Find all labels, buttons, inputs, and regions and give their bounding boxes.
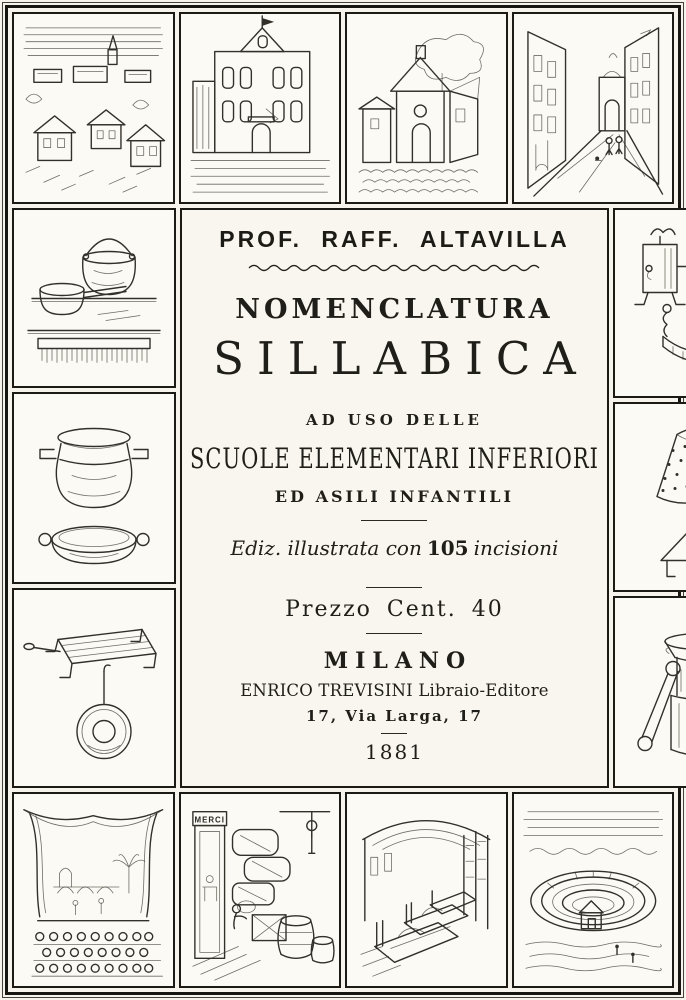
audience-line-2: ED ASILI INFANTILI <box>274 487 515 506</box>
engraving-theatre <box>12 792 175 988</box>
engraving-kettle-saucepan-brush <box>12 208 176 388</box>
mortar-pestle-illustration <box>615 598 686 786</box>
gridiron-frying-pan-illustration <box>14 590 174 786</box>
engraving-gridiron-frying-pan <box>12 588 176 788</box>
roasting-jack-bed-warmer-illustration <box>615 210 686 396</box>
left-engravings-column <box>12 208 176 788</box>
publisher-name: ENRICO TREVISINI Libraio-Editore <box>240 681 549 700</box>
price-line: Prezzo Cent. 40 <box>285 597 504 622</box>
right-engravings-column <box>613 208 686 788</box>
publication-year: 1881 <box>365 740 424 764</box>
city-panorama-illustration <box>14 14 173 202</box>
warehouse-sign-text: MERCI <box>194 815 225 825</box>
engraving-roasting-jack-bed-warmer <box>613 208 686 398</box>
town-street-illustration <box>514 14 673 202</box>
engraving-hospital-ward <box>345 792 508 988</box>
amphitheatre-illustration <box>514 794 673 986</box>
edition-number: 105 <box>426 536 469 560</box>
wavy-rule <box>248 262 540 272</box>
main-title: SILLABICA <box>213 332 589 385</box>
divider-rule <box>366 587 422 588</box>
divider-rule <box>366 633 422 634</box>
page-content <box>12 12 674 988</box>
middle-band <box>12 208 674 788</box>
engraving-amphitheatre <box>512 792 675 988</box>
divider-rule <box>381 733 407 734</box>
stockpot-oval-pan-illustration <box>14 394 174 582</box>
engraving-school-building <box>179 12 342 204</box>
school-building-illustration <box>181 14 340 202</box>
grater-trivet-illustration <box>615 404 686 590</box>
goods-warehouse-illustration <box>181 794 340 986</box>
engraving-country-cottage <box>345 12 508 204</box>
series-title: NOMENCLATURA <box>235 294 554 325</box>
publisher-city: MILANO <box>323 648 473 674</box>
edition-prefix: Ediz. illustrata con <box>230 536 422 560</box>
publisher-address: 17, Via Larga, 17 <box>305 707 483 725</box>
engraving-stockpot-oval-pan <box>12 392 176 584</box>
edition-line <box>230 536 558 560</box>
engraving-grater-trivet <box>613 402 686 592</box>
author-name: PROF. RAFF. ALTAVILLA <box>219 226 570 252</box>
audience-line-1: SCUOLE ELEMENTARI INFERIORI <box>190 443 599 475</box>
engraving-mortar-pestle <box>613 596 686 788</box>
hospital-ward-illustration <box>347 794 506 986</box>
kettle-saucepan-brush-illustration <box>14 210 174 386</box>
divider-rule <box>361 520 427 521</box>
engraving-city-panorama <box>12 12 175 204</box>
top-engravings-row <box>12 12 674 204</box>
engraving-goods-warehouse <box>179 792 342 988</box>
theatre-illustration <box>14 794 173 986</box>
bottom-engravings-row <box>12 792 674 988</box>
country-cottage-illustration <box>347 14 506 202</box>
engraving-town-street <box>512 12 675 204</box>
use-line: AD USO DELLE <box>305 411 483 429</box>
title-column <box>180 208 609 788</box>
edition-suffix: incisioni <box>473 536 559 560</box>
